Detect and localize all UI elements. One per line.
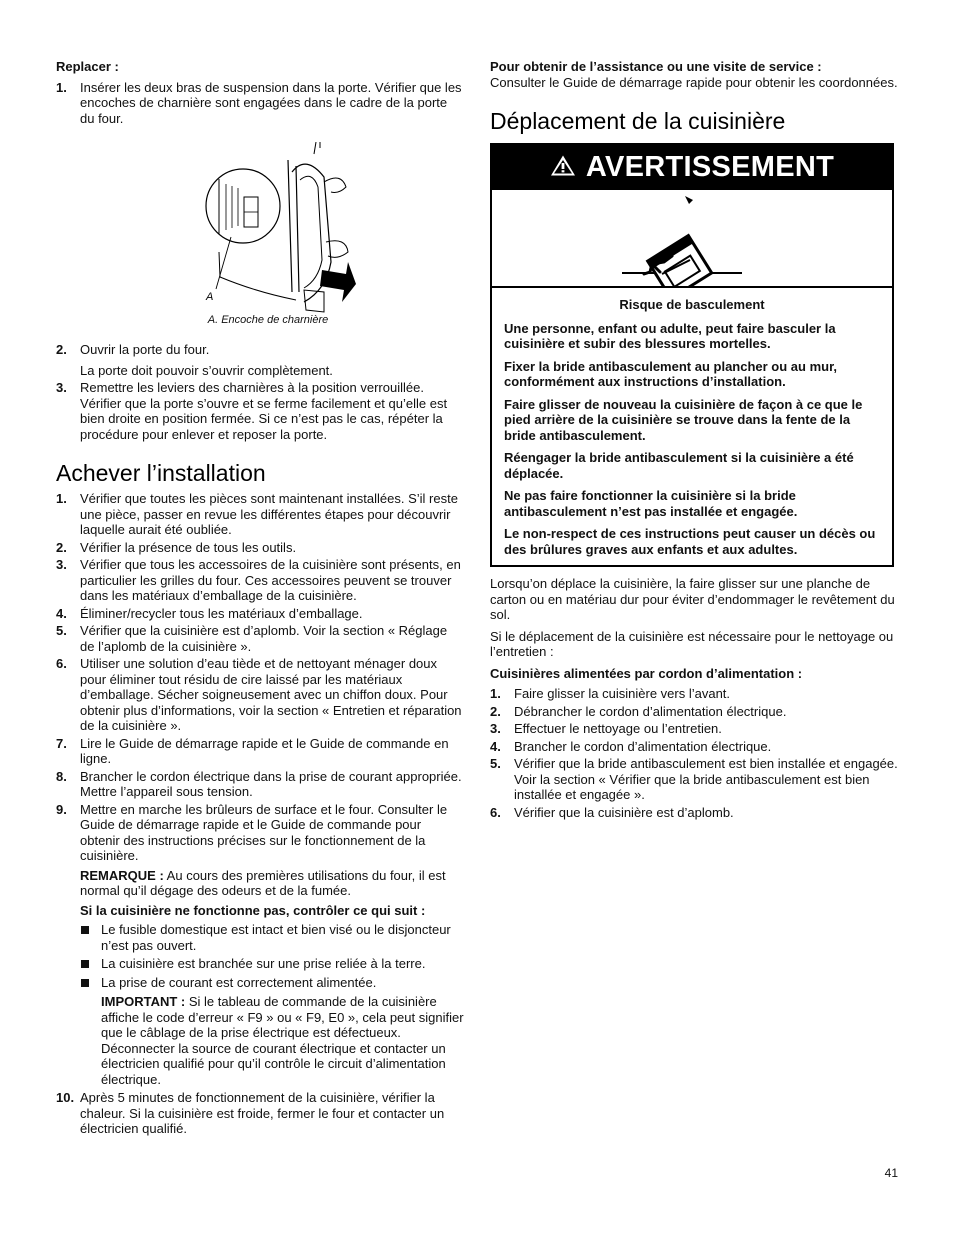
tip-over-hazard-icon — [492, 190, 888, 286]
step-text: Mettre en marche les brûleurs de surface et le four. Consulter le Guide de démarrage rapide et le Guide de commande pour obtenir des instructions précises sur le fonctionnement de la cuisinière. — [80, 801, 448, 863]
step-number: 9. — [56, 801, 67, 817]
step-text: Vérifier que la cuisinière est d’aplomb. Voir la section « Réglage de l’aplomb de la cuisinière ». — [80, 623, 448, 654]
move-paragraph: Lorsqu’on déplace la cuisinière, la faire glisser sur une planche de carton ou en matériau dur pour éviter d’endommager le revêtement du sol. — [490, 576, 895, 622]
list-item — [56, 606, 464, 622]
step-number: 2. — [56, 539, 67, 555]
figure-caption: A. Encoche de charnière — [207, 314, 329, 326]
warning-paragraph: Le non-respect de ces instructions peut causer un décès ou des brûlures graves aux enfants et aux adultes. — [504, 526, 876, 557]
step-number: 2. — [56, 342, 67, 357]
step-number: 4. — [56, 605, 67, 621]
list-item — [56, 540, 464, 556]
step-number: 7. — [56, 735, 67, 751]
warning-header-text: AVERTISSEMENT — [585, 151, 835, 183]
step-text: Vérifier que toutes les pièces sont maintenant installées. S’il reste une pièce, passer en revue les différentes étapes pour découvrir laquelle aurait été oubliée. — [80, 491, 458, 537]
step-number: 3. — [490, 721, 501, 736]
important-text: Si le tableau de commande de la cuisinière affiche le code d’erreur « F9 » ou « F9, E0 », cela peut signifier que le câblage de la prise électrique est défectueux. Déconnecter la source de courant électrique et contacter un électricien qualifié pour qu’il contrôle le circuit d’alimentation électrique. — [101, 994, 464, 1087]
list-item — [56, 656, 464, 734]
warning-paragraph: Fixer la bride antibasculement au plancher ou au mur, conformément aux instructions d’installation. — [504, 358, 838, 389]
square-bullet-icon — [81, 926, 89, 934]
list-item — [56, 623, 464, 654]
page-number: 41 — [884, 1166, 898, 1180]
note-label: REMARQUE : — [80, 867, 164, 883]
square-bullet-icon — [81, 960, 89, 968]
warning-box — [490, 143, 894, 567]
list-item — [56, 342, 464, 378]
service-label: Pour obtenir de l’assistance ou une visite de service : — [490, 59, 822, 74]
step-text: Faire glisser la cuisinière vers l’avant. — [514, 686, 731, 701]
warning-triangle-icon — [550, 154, 576, 177]
warning-paragraph: Réengager la bride antibasculement si la cuisinière a été déplacée. — [504, 450, 854, 481]
important-label: IMPORTANT : — [101, 994, 186, 1009]
step-text: Débrancher le cordon d’alimentation électrique. — [514, 703, 787, 719]
list-item — [490, 756, 898, 803]
list-item — [80, 975, 464, 1088]
step-text: Après 5 minutes de fonctionnement de la cuisinière, vérifier la chaleur. Si la cuisinière est froide, fermer le four et contacter un électricien qualifié. — [80, 1090, 445, 1136]
warning-header — [492, 145, 892, 189]
step-number: 5. — [490, 756, 501, 771]
step-number: 4. — [490, 738, 501, 754]
step-number: 6. — [56, 656, 67, 671]
list-item — [56, 769, 464, 800]
step-number: 3. — [56, 557, 67, 572]
check-list — [80, 922, 464, 1087]
list-item — [80, 956, 464, 972]
list-item — [490, 704, 898, 720]
step-text: Vérifier que la bride antibasculement est bien installée et engagée. Voir la section « Vérifier que la bride antibasculement est bien installée et engagée ». — [514, 756, 898, 802]
list-item — [56, 736, 464, 767]
square-bullet-icon — [81, 979, 89, 987]
step-text: Lire le Guide de démarrage rapide et le Guide de commande en ligne. — [80, 735, 449, 766]
check-item-text: La prise de courant est correctement alimentée. — [101, 974, 377, 990]
list-item — [56, 802, 464, 1088]
step-number: 1. — [56, 491, 67, 506]
step-number: 2. — [490, 703, 501, 719]
left-column — [56, 59, 464, 1139]
finish-steps — [56, 491, 464, 1137]
step-text: Effectuer le nettoyage ou l’entretien. — [514, 721, 722, 736]
oven-door-hinge-illustration — [56, 142, 464, 330]
list-item — [56, 380, 464, 442]
list-item — [56, 1090, 464, 1137]
step-text: Vérifier que tous les accessoires de la cuisinière sont présents, en particulier les grilles du four. Ces accessoires peuvent se trouver dans les matériaux d’emballage de la cuisinière. — [80, 557, 461, 603]
step-number: 3. — [56, 380, 67, 395]
list-item — [56, 557, 464, 604]
replace-steps — [56, 80, 464, 127]
important-note — [101, 994, 464, 1087]
list-item — [490, 721, 898, 737]
warning-risk: Risque de basculement — [619, 297, 765, 312]
cord-label: Cuisinières alimentées par cordon d’alimentation : — [490, 665, 803, 681]
step-text: Ouvrir la porte du four. — [80, 342, 210, 357]
step-text: Remettre les leviers des charnières à la position verrouillée. Vérifier que la porte s’ouvre et se ferme facilement et qu’elle est bien droite en position fermée. Si ce n’est pas le cas, répéter la procédure pour enlever et reposer la porte. — [80, 380, 448, 442]
step-text: Brancher le cordon électrique dans la prise de courant appropriée. Mettre l’appareil sous tension. — [80, 768, 462, 799]
step-text: Vérifier la présence de tous les outils. — [80, 539, 297, 555]
finish-title: Achever l’installation — [56, 460, 266, 486]
warning-text — [492, 288, 892, 565]
move-title: Déplacement de la cuisinière — [490, 108, 786, 134]
check-item-text: Le fusible domestique est intact et bien visé ou le disjoncteur n’est pas ouvert. — [101, 922, 451, 953]
check-item-text: La cuisinière est branchée sur une prise reliée à la terre. — [101, 956, 426, 971]
note — [80, 868, 464, 899]
step-number: 6. — [490, 804, 501, 820]
list-item — [56, 491, 464, 538]
cord-steps — [490, 686, 898, 820]
list-item — [56, 80, 464, 127]
warning-paragraph: Une personne, enfant ou adulte, peut faire basculer la cuisinière et subir des blessures mortelles. — [504, 320, 836, 351]
figure-letter: A — [206, 291, 214, 303]
check-heading: Si la cuisinière ne fonctionne pas, contrôler ce qui suit : — [80, 902, 426, 918]
step-text: Insérer les deux bras de suspension dans la porte. Vérifier que les encoches de charnière sont engagées dans le cadre de la porte du four. — [80, 79, 462, 126]
service-text: Consulter le Guide de démarrage rapide pour obtenir les coordonnées. — [490, 74, 898, 90]
replace-label: Replacer : — [56, 59, 119, 74]
list-item — [490, 686, 898, 702]
step-text: Éliminer/recycler tous les matériaux d’emballage. — [80, 605, 363, 621]
step-number: 5. — [56, 623, 67, 638]
step-text: Utiliser une solution d’eau tiède et de nettoyant ménager doux pour éliminer tout résidu de cire laissé par les matériaux d’emballage. Sécher soigneusement avec un chiffon doux. Pour obtenir plus d’informations, voir la section « Entretien et réparation de la cuisinière ». — [80, 656, 462, 733]
right-column — [490, 59, 898, 822]
list-item — [490, 739, 898, 755]
list-item — [490, 805, 898, 821]
replace-steps-continued — [56, 342, 464, 442]
step-subtext: La porte doit pouvoir s’ouvrir complètement. — [80, 362, 333, 378]
warning-paragraph: Faire glisser de nouveau la cuisinière de façon à ce que le pied arrière de la cuisinière se trouve dans la fente de la bride antibasculement. — [504, 396, 863, 443]
step-text: Brancher le cordon d’alimentation électrique. — [514, 738, 772, 754]
step-number: 8. — [56, 768, 67, 784]
move-paragraph: Si le déplacement de la cuisinière est nécessaire pour le nettoyage ou l’entretien : — [490, 628, 894, 659]
step-number: 10. — [56, 1090, 75, 1105]
warning-paragraph: Ne pas faire fonctionner la cuisinière si la bride antibasculement n’est pas installée et engagée. — [504, 488, 798, 519]
warning-illustration-panel — [492, 189, 892, 288]
list-item — [80, 922, 464, 953]
note-text: Au cours des premières utilisations du four, il est normal qu’il dégage des odeurs et de la fumée. — [80, 867, 446, 898]
step-text: Vérifier que la cuisinière est d’aplomb. — [514, 804, 734, 820]
hinge-figure — [56, 142, 464, 330]
step-number: 1. — [56, 79, 67, 95]
step-number: 1. — [490, 686, 501, 701]
